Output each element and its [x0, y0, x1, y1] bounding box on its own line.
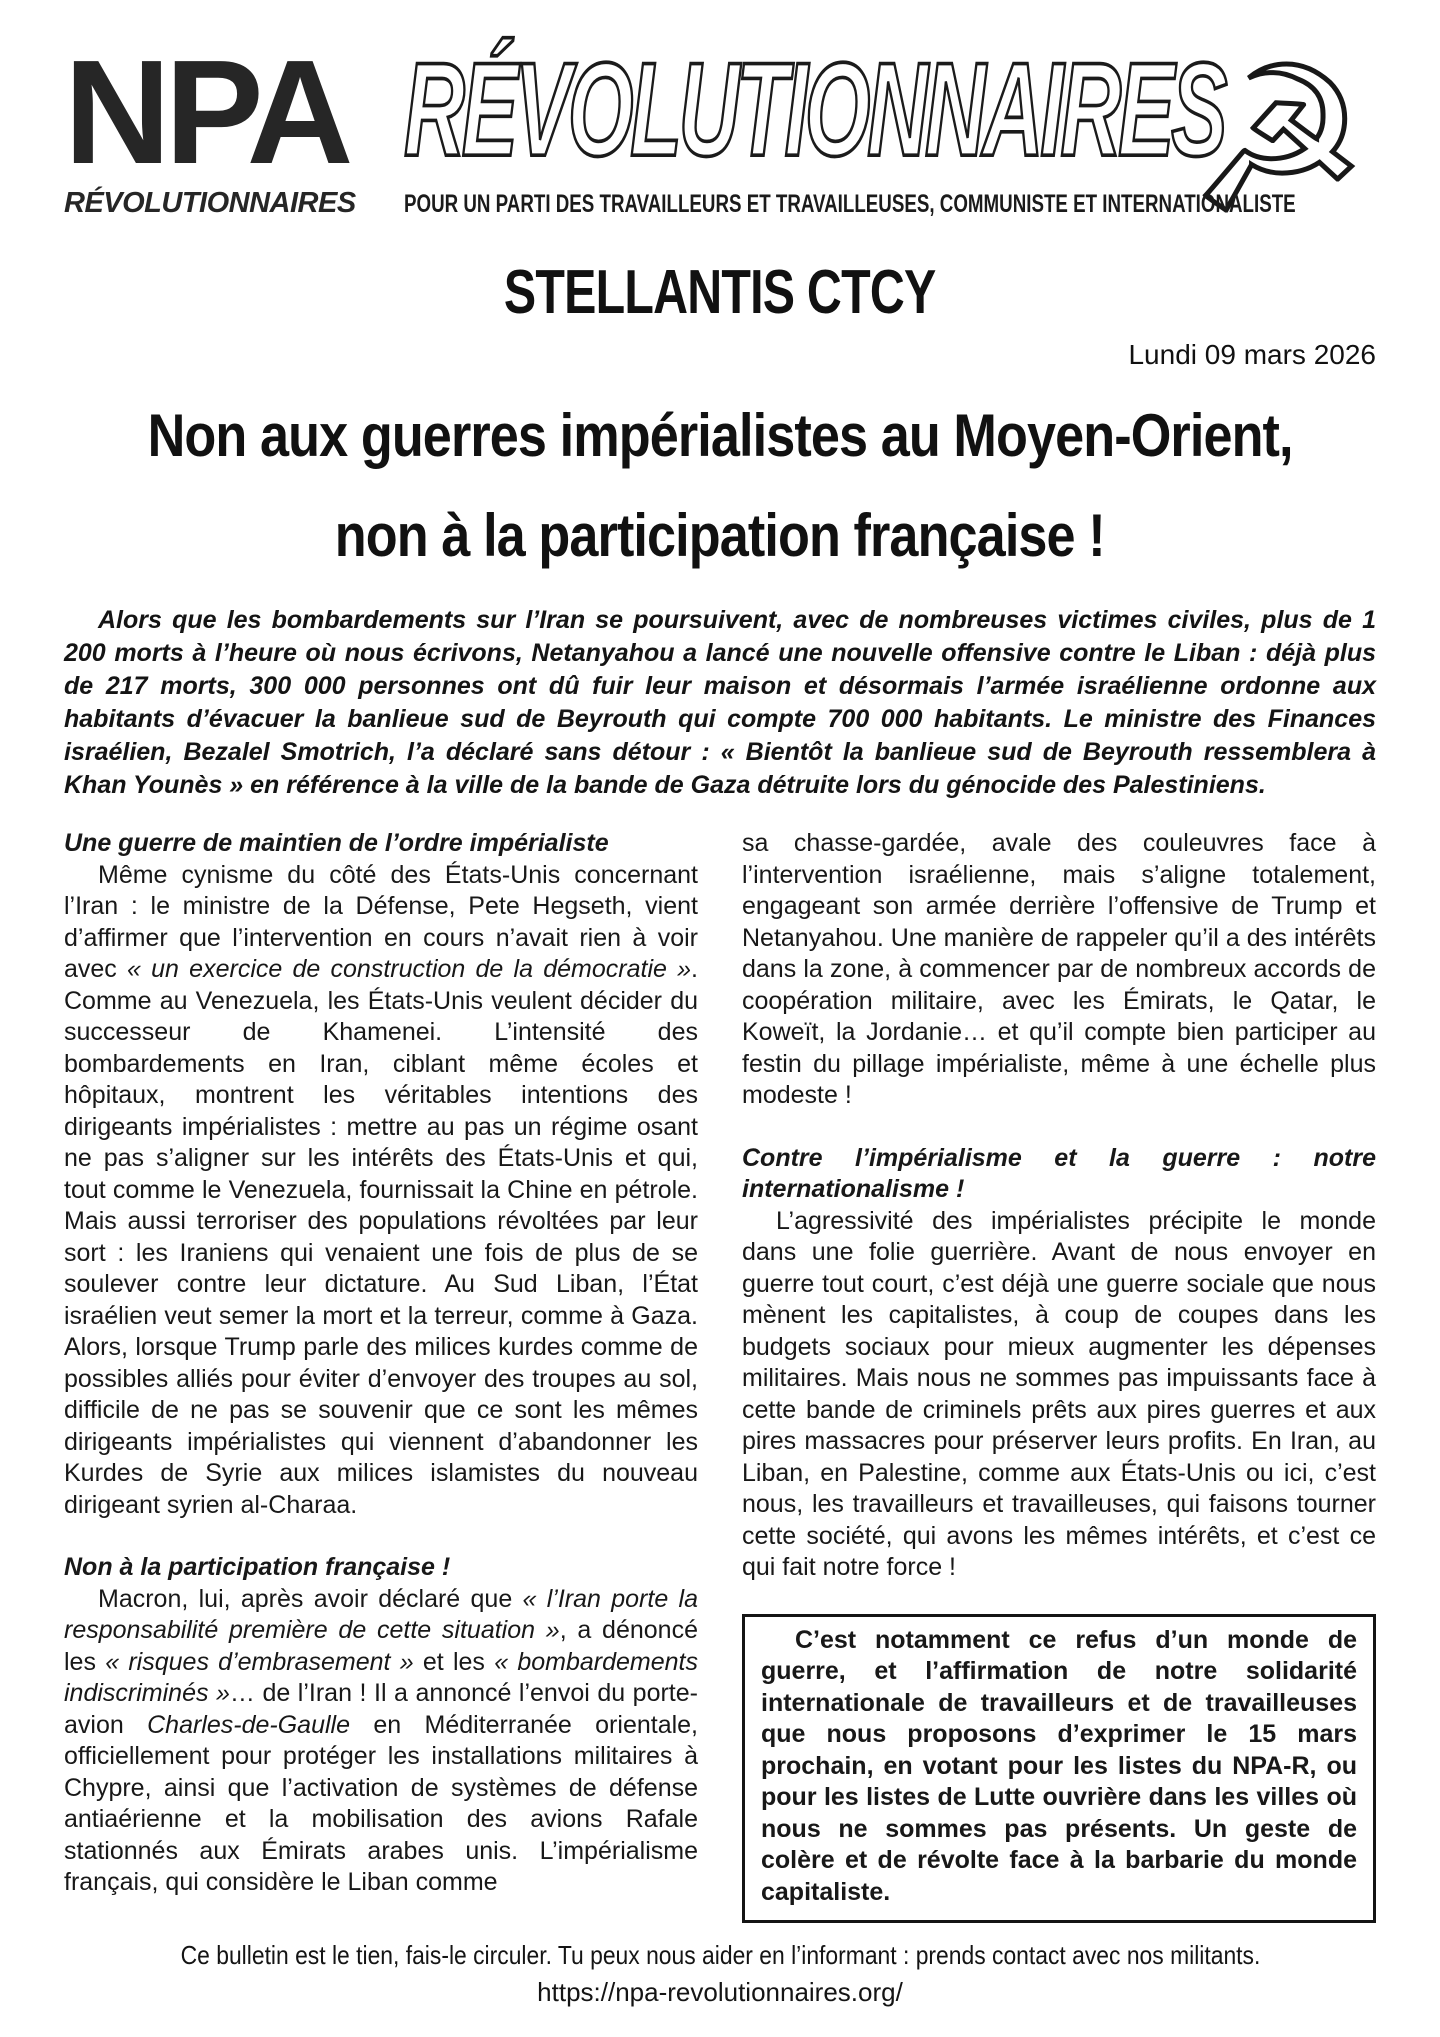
- quote-segment: « risques d’embrasement »: [105, 1647, 414, 1676]
- masthead-tagline-text: POUR UN PARTI DES TRAVAILLEURS ET TRAVAILLEUSES, COMMUNISTE ET INTERNATIONALISTE: [404, 190, 1296, 218]
- quote-segment: « un exercice de construction de la démocratie »: [127, 955, 692, 983]
- footer-message-text: Ce bulletin est le tien, fais-le circuler. Tu peux nous aider en l’informant : prends contact avec nos militants.: [180, 1940, 1260, 1970]
- call-to-action-box: [742, 1614, 1376, 1924]
- hammer-sickle-glyph: ☭: [1188, 25, 1369, 258]
- text-segment: en Méditerranée orientale, officiellement pour protéger les installations militaires à Chypre, ainsi que l’activation de systèmes de défense antiaérienne et la mobilisation des avions Rafale stationnés aux Émirats arabes unis. L’impérialisme français, qui considère le Liban comme: [64, 1710, 698, 1896]
- npa-logo: [64, 30, 356, 219]
- ship-name-segment: Charles-de-Gaulle: [147, 1710, 350, 1739]
- headline-line-1: [64, 386, 1376, 486]
- section-heading-french-participation: Non à la participation française !: [64, 1553, 451, 1581]
- npa-logo-text: NPA: [64, 30, 348, 195]
- date: Lundi 09 mars 2026: [1128, 339, 1376, 370]
- text-segment: et les: [413, 1647, 495, 1676]
- right-column: [742, 828, 1376, 1923]
- headline-line-2: [64, 486, 1376, 586]
- paragraph-french-imperialism-continued: sa chasse-gardée, avale des couleuvres face à l’intervention israélienne, mais s’aligne totalement, engageant son armée derrière l’offensive de Trump et Netanyahou. Une manière de rappeler qu’il a des intérêts dans la zone, à commencer par de nombreux accords de coopération militaire, avec les Émirats, le Qatar, le Koweït, la Jordanie… et qu’il compte bien participer au festin du pillage impérialiste, même à une échelle plus modeste !: [742, 829, 1376, 1109]
- text-segment: Macron, lui, après avoir déclaré que: [98, 1584, 523, 1613]
- footer: [64, 1937, 1376, 2011]
- footer-url: https://npa-revolutionnaires.org/: [537, 1977, 903, 2007]
- text-segment: Même cynisme du côté des États-Unis concernant l’Iran : le ministre de la Défense, Pete Hegseth, vient d’affirmer que l’intervention en cours n’avait rien à voir avec: [64, 860, 698, 983]
- quote-segment: « l’Iran porte la responsabilité première de cette situation »: [64, 1584, 698, 1644]
- masthead: [64, 25, 1376, 258]
- page-title: [64, 258, 1376, 327]
- masthead-title-block: [356, 35, 1296, 219]
- quote-segment: « bombardements indiscriminés »: [64, 1647, 698, 1707]
- page-title-text: STELLANTIS CTCY: [504, 258, 936, 327]
- text-segment: … de l’Iran ! Il a annoncé l’envoi du porte-avion: [64, 1679, 698, 1739]
- call-to-action-text: C’est notamment ce refus d’un monde de guerre, et l’affirmation de notre solidarité internationale de travailleurs et de travailleuses que nous proposons d’exprimer le 15 mars prochain, en votant pour les listes du NPA-R, ou pour les listes de Lutte ouvrière dans les villes où nous ne sommes pas présents. Un geste de colère et de révolte face à la barbarie du monde capitaliste.: [761, 1625, 1357, 1906]
- paragraph-us-cynicism: [64, 860, 698, 1522]
- paragraph-macron: [64, 1584, 698, 1899]
- masthead-title-text: RÉVOLUTIONNAIRES: [404, 35, 1225, 185]
- masthead-title: [404, 35, 1225, 185]
- headline-line-2-text: non à la participation française !: [334, 501, 1105, 570]
- left-column: [64, 828, 698, 1923]
- headline: [64, 386, 1376, 586]
- intro-paragraph: Alors que les bombardements sur l’Iran se poursuivent, avec de nombreuses victimes civiles, plus de 1 200 morts à l’heure où nous écrivons, Netanyahou a lancé une nouvelle offensive contre le Liban : déjà plus de 217 morts, 300 000 personnes ont dû fuir leur maison et désormais l’armée israélienne ordonne aux habitants d’évacuer la banlieue sud de Beyrouth qui compte 700 000 habitants. Le ministre des Finances israélien, Bezalel Smotrich, l’a déclaré sans détour : « Bientôt la banlieue sud de Beyrouth ressemblera à Khan Younès » en référence à la ville de la bande de Gaza détruite lors du génocide des Palestiniens.: [64, 606, 1376, 799]
- body-columns: [64, 828, 1376, 1923]
- text-segment: . Comme au Venezuela, les États-Unis veulent décider du successeur de Khamenei. L’intensité des bombardements en Iran, ciblant même écoles et hôpitaux, montrent les véritables intentions des dirigeants impérialistes : mettre au pas un régime osant ne pas s’aligner sur les intérêts des États-Unis et qui, tout comme le Venezuela, fournissait la Chine en pétrole. Mais aussi terroriser des populations révoltées par leur sort : les Iraniens qui venaient une fois de plus de se soulever contre leur dictature. Au Sud Liban, l’État israélien veut semer la mort et la terreur, comme à Gaza. Alors, lorsque Trump parle des milices kurdes comme de possibles alliés pour éviter d’envoyer des troupes au sol, difficile de ne pas se souvenir que ce sont les mêmes dirigeants impérialistes qui viennent d’abandonner les Kurdes de Syrie aux milices islamistes du nouveau dirigeant syrien al-Charaa.: [64, 955, 698, 1519]
- headline-line-1-text: Non aux guerres impérialistes au Moyen-Orient,: [147, 401, 1293, 470]
- section-heading-imperialist-order: Une guerre de maintien de l’ordre impérialiste: [64, 829, 609, 857]
- section-heading-internationalism: Contre l’impérialisme et la guerre : notre internationalisme !: [742, 1143, 1376, 1203]
- masthead-tagline: [404, 190, 1296, 219]
- npa-logo-subtitle: RÉVOLUTIONNAIRES: [64, 187, 356, 219]
- paragraph-internationalism: L’agressivité des impérialistes précipite le monde dans une folie guerrière. Avant de nous envoyer en guerre tout court, c’est déjà une guerre sociale que nous mènent les capitalistes, à coup de coupes dans les budgets sociaux pour mieux augmenter les dépenses militaires. Mais nous ne sommes pas impuissants face à cette bande de criminels prêts aux pires guerres et aux pires massacres pour préserver leurs profits. En Iran, au Liban, en Palestine, comme aux États-Unis ou ici, c’est nous, les travailleurs et travailleuses, qui faisons tourner cette société, qui avons les mêmes intérêts, et c’est ce qui fait notre force !: [742, 1206, 1376, 1581]
- text-segment: , a dénoncé les: [64, 1616, 698, 1676]
- footer-message: [64, 1937, 1376, 1974]
